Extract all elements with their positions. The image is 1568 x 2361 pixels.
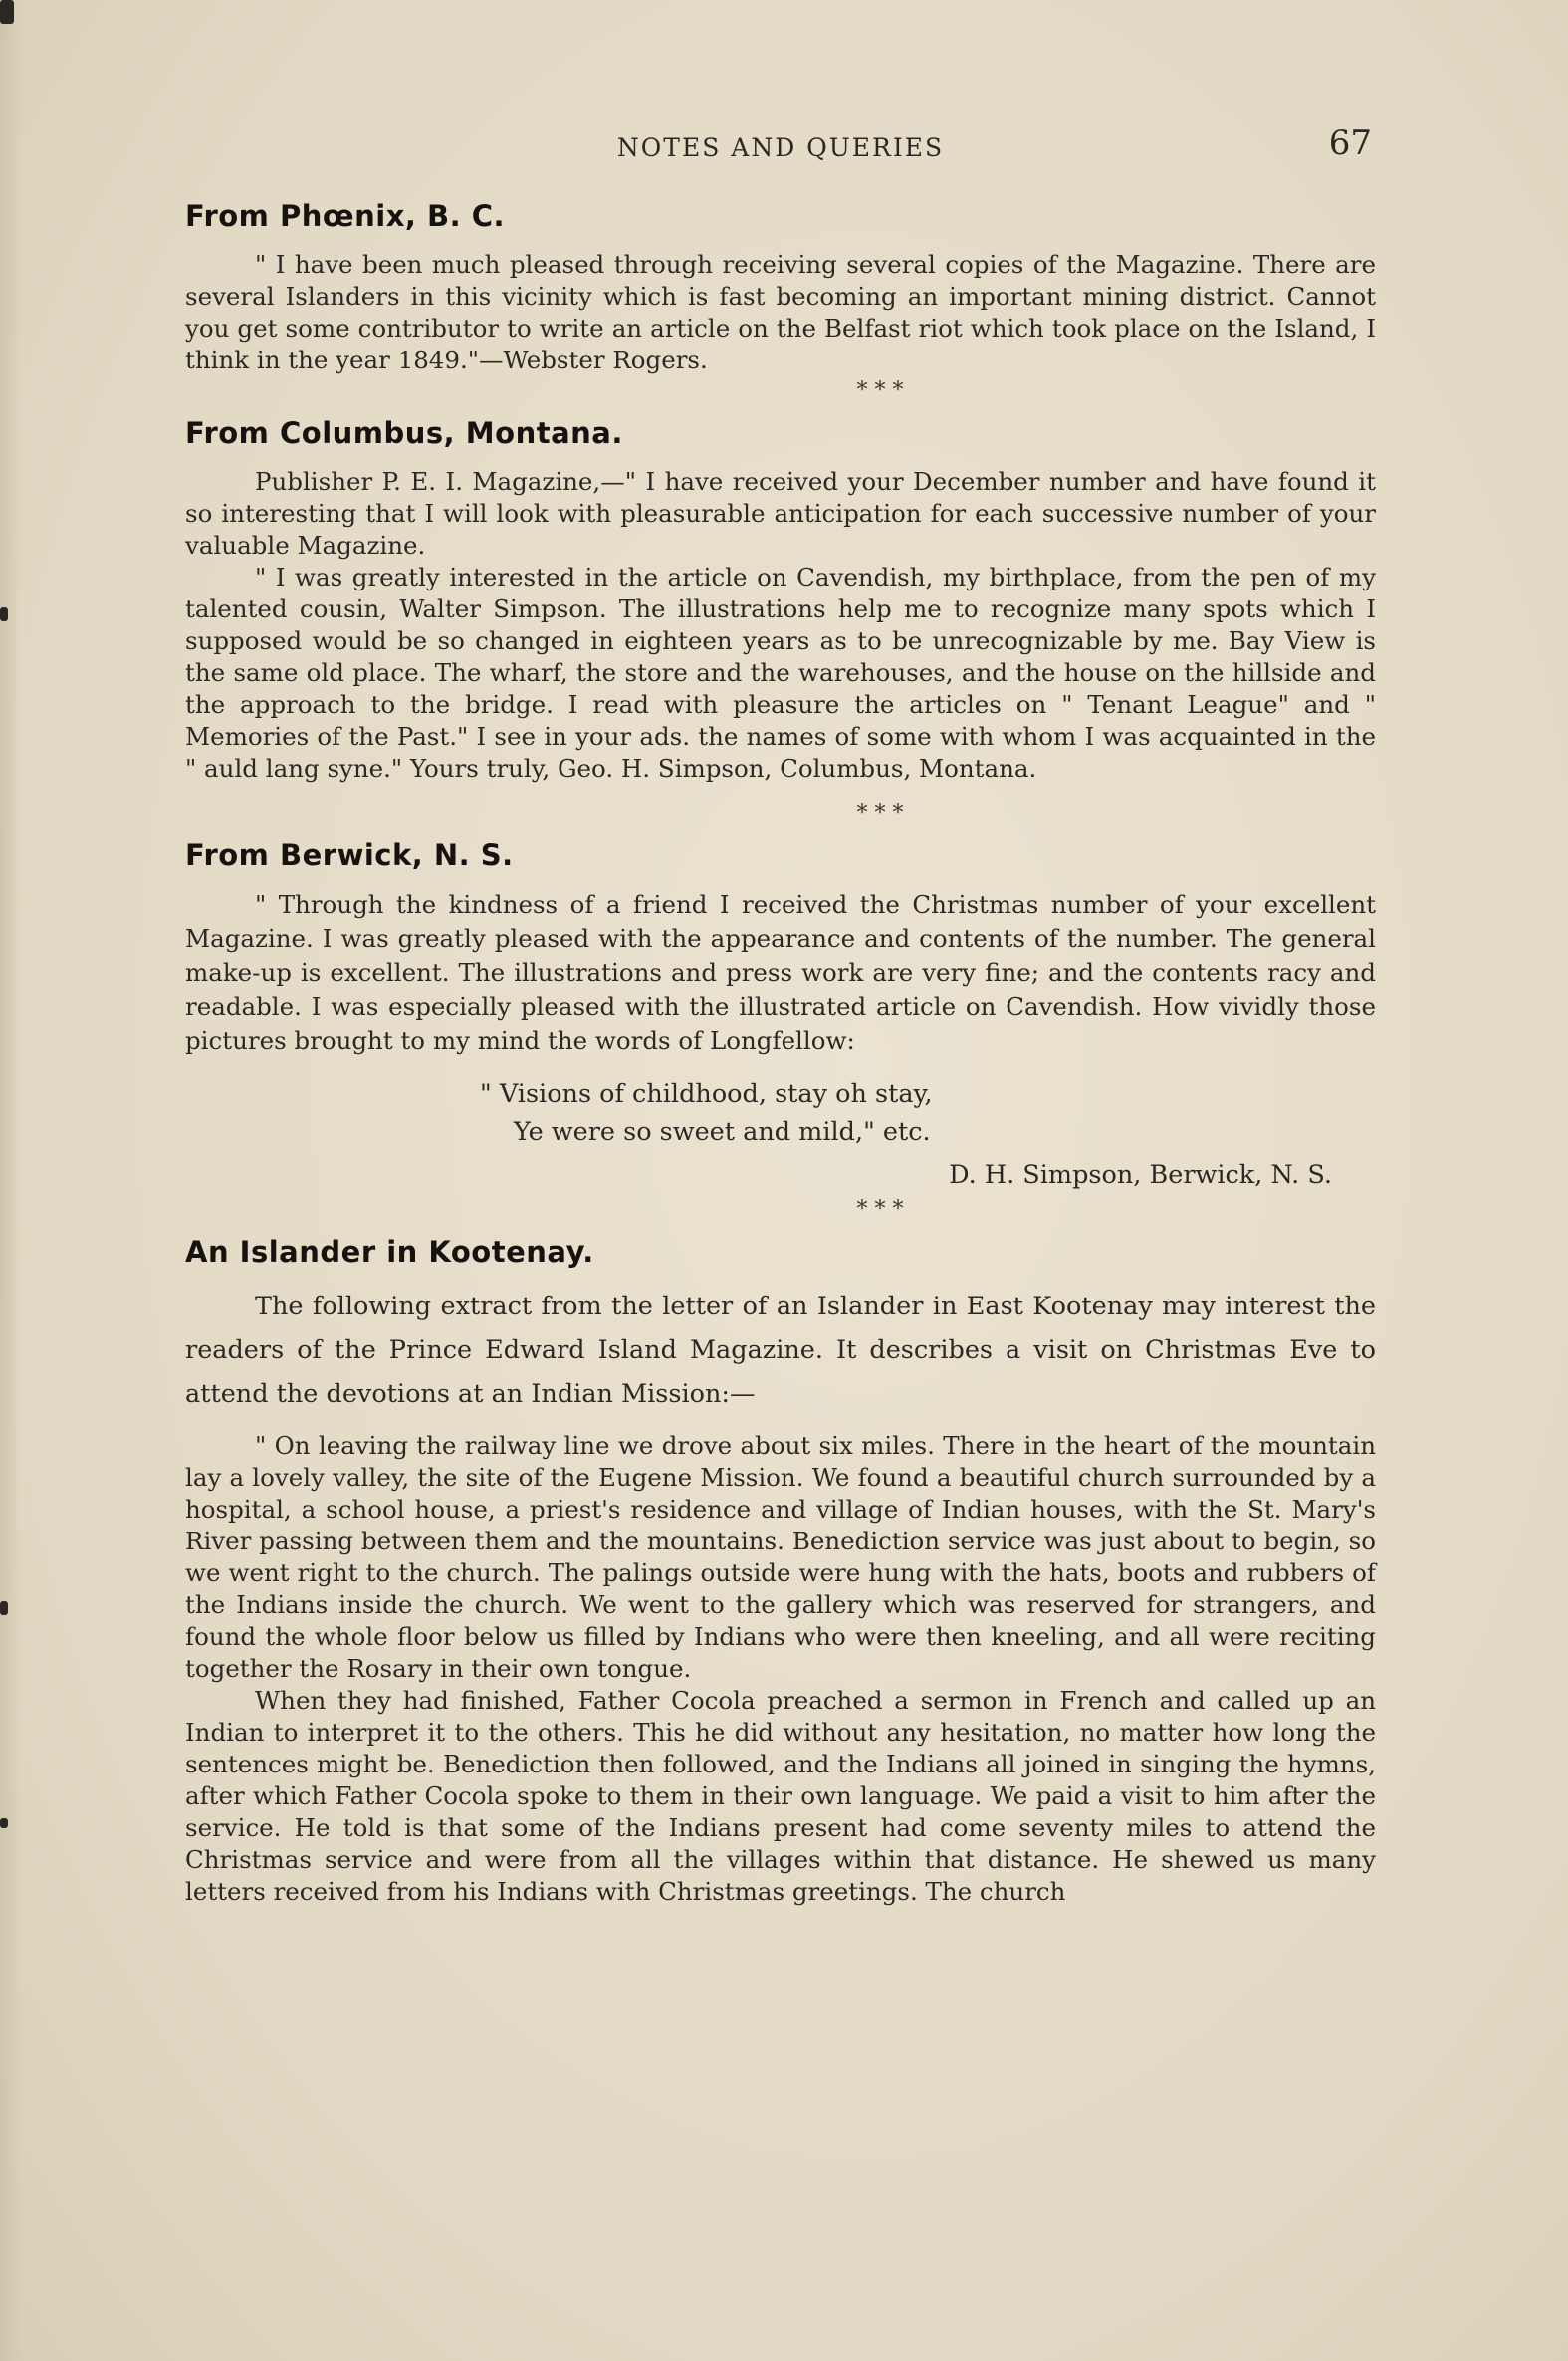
- paragraph: " I was greatly interested in the article on Cavendish, my birthplace, from the pen of my talented cousin, Walter Simpson. The illustrations help me to recognize many spots which I supposed would be so changed in eighteen years as to be unrecognizable by me. Bay View is the same old place. The wharf, the store and the warehouses, and the house on the hillside and the approach to the bridge. I read with pleasure the articles on " Tenant League" and " Memories of the Past." I see in your ads. the names of some with whom I was acquainted in the " auld lang syne." Yours truly, Geo. H. Simpson, Columbus, Montana.: [185, 563, 1376, 783]
- section-columbus: [185, 416, 1376, 785]
- poem-line: " Visions of childhood, stay oh stay,: [480, 1079, 933, 1109]
- poem-quote: [185, 1075, 1376, 1151]
- paragraph: " Through the kindness of a friend I received the Christmas number of your excellent Magazine. I was greatly pleased with the appearance and contents of the number. The general make-up is excellent. The illustrations and press work are very fine; and the contents racy and readable. I was especially pleased with the illustrated article on Cavendish. How vividly those pictures brought to my mind the words of Longfellow:: [185, 890, 1376, 1055]
- running-head: NOTES AND QUERIES: [616, 133, 945, 162]
- poem-line: Ye were so sweet and mild," etc.: [514, 1117, 931, 1147]
- paragraph: Publisher P. E. I. Magazine,—" I have received your December number and have found it so interesting that I will look with pleasurable anticipation for each successive number of your valuable Magazine.: [185, 467, 1376, 560]
- lead-paragraph: The following extract from the letter of an Islander in East Kootenay may interest the readers of the Prince Edward Island Magazine. It describes a visit on Christmas Eve to attend the devotions at an Indian Mission:—: [185, 1292, 1376, 1409]
- section-heading: From Phœnix, B. C.: [185, 199, 506, 233]
- edge-mark: [0, 1601, 8, 1615]
- paragraph: When they had finished, Father Cocola preached a sermon in French and called up an Indian to interpret it to the others. This he did without any hesitation, no matter how long the sentences might be. Benediction then followed, and the Indians all joined in singing the hymns, after which Father Cocola spoke to them in their own language. We paid a visit to him after the service. He told is that some of the Indians present had come seventy miles to attend the Christmas service and were from all the villages within that distance. He shewed us many letters received from his Indians with Christmas greetings. The church: [185, 1686, 1376, 1906]
- lead-paragraph-wrapper: [185, 1285, 1376, 1416]
- section-berwick: [185, 838, 1376, 1195]
- edge-mark: [0, 0, 14, 24]
- paragraph: " On leaving the railway line we drove about six miles. There in the heart of the mountain lay a lovely valley, the site of the Eugene Mission. We found a beautiful church surrounded by a hospital, a school house, a priest's residence and village of Indian houses, with the St. Mary's River passing between them and the mountains. Benediction service was just about to begin, so we went right to the church. The palings outside were hung with the hats, boots and rubbers of the Indians inside the church. We went to the gallery which was reserved for strangers, and found the whole floor below us filled by Indians who were then kneeling, and all were reciting together the Rosary in their own tongue.: [185, 1431, 1376, 1683]
- section-divider: * * *: [856, 378, 904, 403]
- page-header: [185, 123, 1376, 173]
- section-heading: An Islander in Kootenay.: [185, 1235, 594, 1269]
- paragraph: " I have been much pleased through receiving several copies of the Magazine. There are several Islanders in this vicinity which is fast becoming an important mining district. Cannot you get some contributor to write an article on the Belfast riot which took place on the Island, I think in the year 1849."—Webster Rogers.: [185, 250, 1376, 374]
- section-kootenay: [185, 1235, 1376, 1908]
- page-number: 67: [1328, 123, 1372, 163]
- signature: D. H. Simpson, Berwick, N. S.: [949, 1160, 1332, 1190]
- section-heading: From Berwick, N. S.: [185, 838, 514, 872]
- edge-mark: [0, 607, 8, 621]
- page-content: [185, 199, 1376, 1908]
- section-heading: From Columbus, Montana.: [185, 416, 623, 450]
- section-divider: * * *: [856, 801, 904, 826]
- page-spine-shadow: [0, 0, 22, 2361]
- section-phoenix: [185, 199, 1376, 376]
- section-divider: * * *: [856, 1197, 904, 1222]
- edge-mark: [0, 1818, 8, 1828]
